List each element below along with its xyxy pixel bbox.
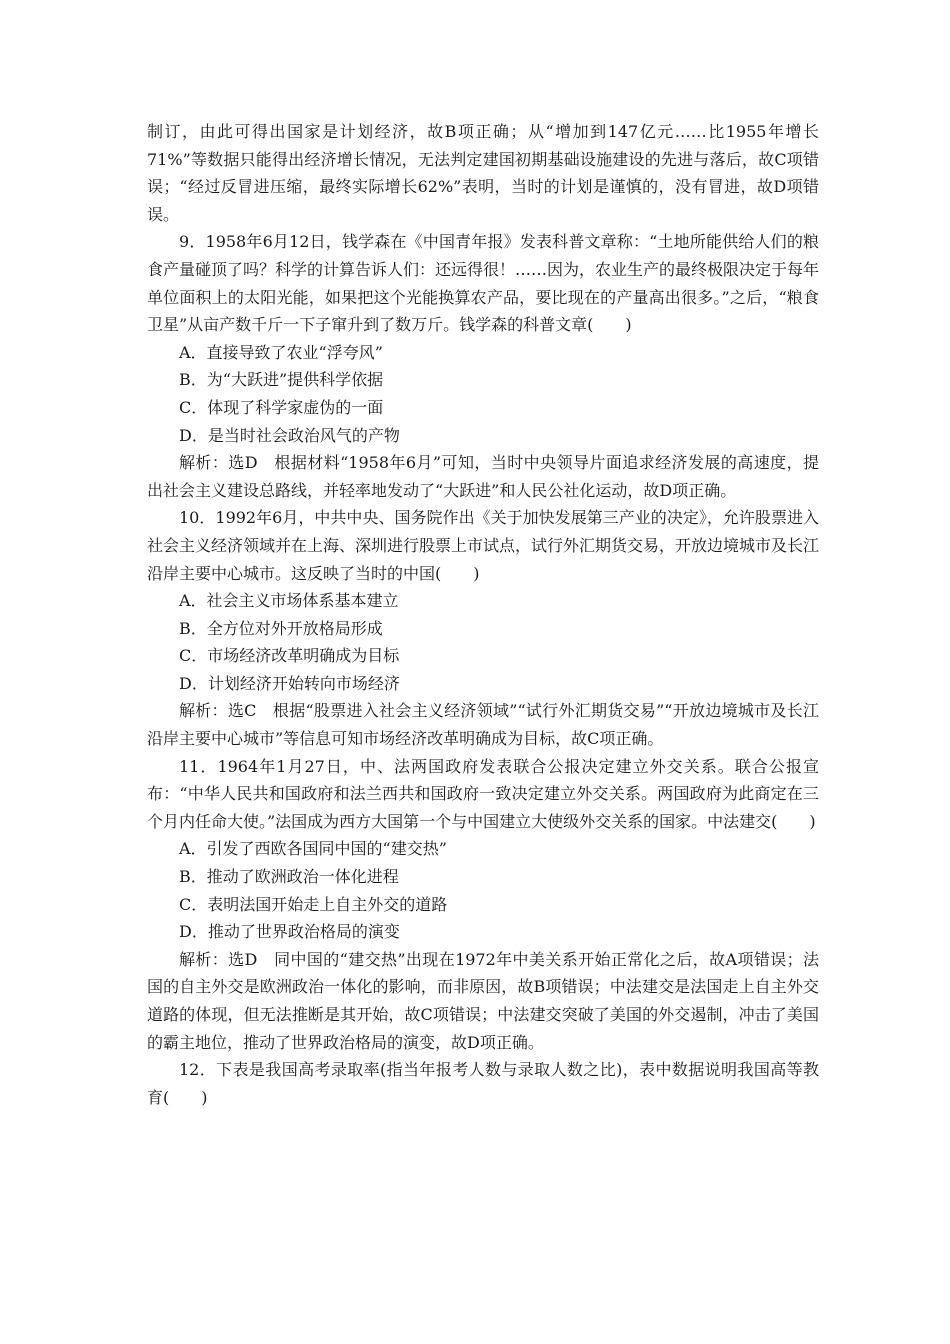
option-b: B．为“大跃进”提供科学依据 — [179, 370, 384, 390]
option-c: C．体现了科学家虚伪的一面 — [179, 397, 384, 417]
option-d: D．计划经济开始转向市场经济 — [179, 673, 400, 693]
question-stem: 9．1958年6月12日，钱学森在《中国青年报》发表科普文章称：“土地所能供给人们的粮食产量碰顶了吗？科学的计算告诉人们：还远得很！……因为，农业生产的最终极限决定于每年单位面积上的太阳光能，如果把这个光能换算农产品，要比现在的产量高出很多。”之后，“粮食卫星”从亩产数千斤一下子窜升到了数万斤。钱学森的科普文章( ) — [147, 232, 820, 335]
option-d: D．是当时社会政治风气的产物 — [179, 425, 400, 445]
question-stem: 12．下表是我国高考录取率(指当年报考人数与录取人数之比)，表中数据说明我国高等教育( ) — [147, 1060, 819, 1107]
question-11 — [147, 753, 819, 1057]
option-c: C．市场经济改革明确成为目标 — [179, 646, 400, 666]
option-b: B．全方位对外开放格局形成 — [179, 618, 383, 638]
option-b: B．推动了欧洲政治一体化进程 — [179, 867, 399, 887]
question-12 — [147, 1056, 819, 1111]
option-a: A．引发了西欧各国同中国的“建交热” — [179, 839, 447, 859]
option-d: D．推动了世界政治格局的演变 — [179, 922, 400, 942]
question-9 — [147, 228, 819, 504]
question-analysis: 解析：选D 同中国的“建交热”出现在1972年中美关系开始正常化之后，故A项错误；法国的自主外交是欧洲政治一体化的影响，而非原因，故B项错误；中法建交是法国走上自主外交道路的体现，但无法推断是其开始，故C项错误；中法建交突破了美国的外交遏制，冲击了美国的霸主地位，推动了世界政治格局的演变，故D项正确。 — [147, 949, 819, 1052]
question-stem: 10．1992年6月，中共中央、国务院作出《关于加快发展第三产业的决定》，允许股票进入社会主义经济领域并在上海、深圳进行股票上市试点，试行外汇期货交易，开放边境城市及长江沿岸主要中心城市。这反映了当时的中国( ) — [147, 508, 820, 583]
question-analysis: 解析：选C 根据“股票进入社会主义经济领域”“试行外汇期货交易”“开放边境城市及长江沿岸主要中心城市”等信息可知市场经济改革明确成为目标，故C项正确。 — [147, 701, 819, 749]
previous-analysis: 制订，由此可得出国家是计划经济，故B项正确；从“增加到147亿元……比1955年增长71%”等数据只能得出经济增长情况，无法判定建国初期基础设施建设的先进与落后，故C项错误；“经过反冒进压缩，最终实际增长62%”表明，当时的计划是谨慎的，没有冒进，故D项错误。 — [147, 122, 819, 224]
option-a: A．直接导致了农业“浮夸风” — [179, 342, 383, 362]
question-stem: 11．1964年1月27日，中、法两国政府发表联合公报决定建立外交关系。联合公报宣布：“中华人民共和国政府和法兰西共和国政府一致决定建立外交关系。两国政府为此商定在三个月内任命大使。”法国成为西方大国第一个与中国建立大使级外交关系的国家。中法建交( ) — [147, 756, 819, 831]
option-a: A．社会主义市场体系基本建立 — [179, 591, 399, 611]
question-10 — [147, 504, 819, 752]
document-body — [147, 118, 819, 1111]
option-c: C．表明法国开始走上自主外交的道路 — [179, 894, 448, 914]
question-analysis: 解析：选D 根据材料“1958年6月”可知，当时中央领导片面追求经济发展的高速度，提出社会主义建设总路线，并轻率地发动了“大跃进”和人民公社化运动，故D项正确。 — [147, 453, 819, 500]
